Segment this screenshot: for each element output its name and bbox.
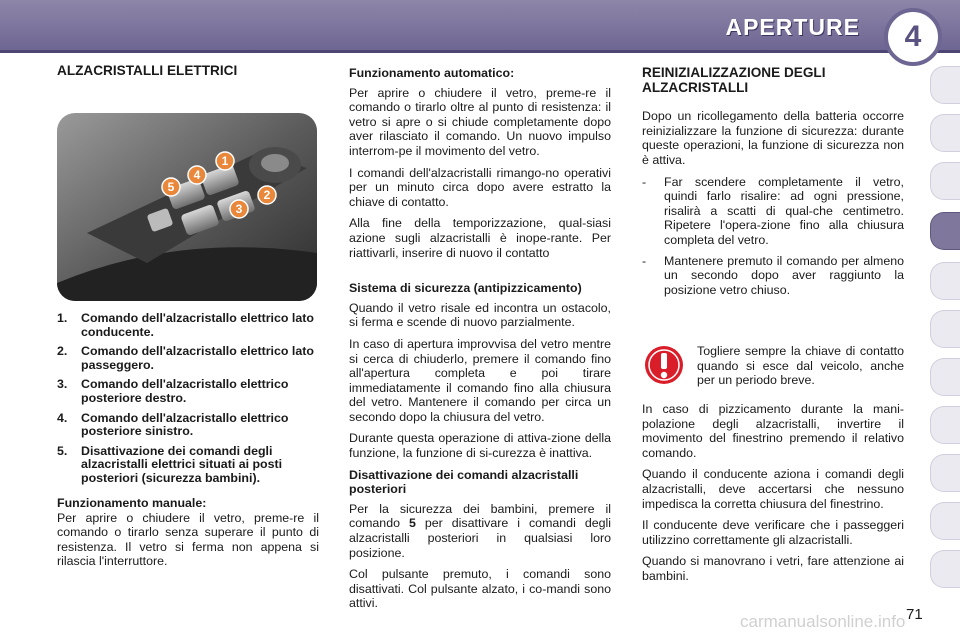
safety-paragraph-2: In caso di apertura improvvisa del vetro mentre si cerca di chiuderlo, premere il comando fino all'apertura completa e poi tirare immediatamente il comando fino alla chiusura del vetro. Mantenere il comando per circa un secondo dopo la chiusura del vetro. — [349, 336, 611, 424]
right-column — [642, 66, 904, 303]
callout-3: 3 — [235, 202, 243, 216]
list-item: 2. Comando dell'alzacristallo elettrico lato passeggero. — [57, 344, 314, 372]
warning-text: Togliere sempre la chiave di contatto quando si esce dal veicolo, anche per un periodo breve. — [697, 344, 904, 388]
chapter-tab[interactable] — [930, 66, 960, 104]
chapter-tab[interactable] — [930, 262, 960, 300]
right-notes — [642, 402, 904, 591]
controls-legend — [57, 312, 319, 492]
list-item: - Mantenere premuto il comando per almeno un secondo dopo aver raggiunto la posizione vetro chiuso. — [642, 253, 904, 297]
chapter-tab-active[interactable] — [930, 212, 960, 250]
chapter-tab[interactable] — [930, 454, 960, 492]
safety-paragraph-3: Durante questa operazione di attiva-zione della funzione, la funzione di si-curezza è inattiva. — [349, 431, 611, 461]
chapter-title: APERTURE — [725, 14, 860, 40]
reset-title: REINIZIALIZZAZIONE DEGLI ALZACRISTALLI — [642, 65, 826, 95]
left-column — [57, 64, 319, 79]
chapter-tabs — [926, 66, 960, 626]
header-rule — [0, 50, 960, 53]
callout-1: 1 — [221, 154, 229, 168]
list-item: 3. Comando dell'alzacristallo elettrico posteriore destro. — [57, 377, 289, 405]
list-item: - Far scendere completamente il vetro, quindi farlo risalire: ad ogni pressione, risalirà a scatti di qual-che centimetro. Ripetere l'opera-zione fino alla chiusura completa del vetro. — [642, 174, 904, 247]
warning-note — [697, 344, 904, 395]
callout-2: 2 — [263, 188, 271, 202]
door-switch-photo — [57, 113, 317, 301]
chapter-number-badge — [884, 8, 942, 66]
chapter-tab[interactable] — [930, 550, 960, 588]
chapter-number: 4 — [904, 20, 922, 53]
list-item: 5. Disattivazione dei comandi degli alzacristalli elettrici situati ai posti posteriori (sicurezza bambini). — [57, 443, 283, 485]
auto-paragraph-3: Alla fine della temporizzazione, qual-siasi azione sugli alzacristalli è inope-rante. Per riattivarli, inserire di nuovo il contatto — [349, 216, 611, 260]
safety-paragraph-1: Quando il vetro risale ed incontra un ostacolo, si ferma e scende di nuovo parzialmente. — [349, 300, 611, 330]
chapter-tab[interactable] — [930, 162, 960, 200]
chapter-tab[interactable] — [930, 114, 960, 152]
page-number: 71 — [906, 606, 923, 623]
warning-icon — [644, 345, 684, 385]
safety-heading: Sistema di sicurezza (antipizzicamento) — [349, 281, 582, 296]
controls-list — [57, 312, 319, 486]
door-panel-illustration — [57, 113, 317, 301]
note-paragraph-2: Quando il conducente aziona i comandi degli alzacristalli, deve accertarsi che nessuno impedisca la corretta chiusura del finestrino. — [642, 467, 904, 511]
manual-operation — [57, 496, 319, 576]
manual-text: Per aprire o chiudere il vetro, preme-re il comando o tirarlo senza superare il punto di resistenza. Il vetro si ferma non appena si rilascia l'interruttore. — [57, 510, 319, 569]
list-item: 1. Comando dell'alzacristallo elettrico lato conducente. — [57, 311, 314, 339]
reset-intro: Dopo un ricollegamento della batteria occorre reinizializzare la funzione di sicurezza: durante queste operazioni, la funzione di sicurezza non è attiva. — [642, 109, 904, 167]
note-paragraph-1: In caso di pizzicamento durante la mani-polazione degli alzacristalli, invertire il movimento del finestrino premendo il relativo comando. — [642, 402, 904, 460]
callout-4: 4 — [193, 168, 201, 182]
auto-paragraph-1: Per aprire o chiudere il vetro, preme-re il comando o tirarlo oltre al punto di resistenza: il vetro si apre o si chiude completamente dopo aver rilasciato il comando. Un nuovo impulso interrom-pe il movimento del vetro. — [349, 85, 611, 158]
chapter-tab[interactable] — [930, 502, 960, 540]
note-paragraph-3: Il conducente deve verificare che i passeggeri utilizzino correttamente gli alzacristalli. — [642, 518, 904, 547]
manual-heading: Funzionamento manuale: — [57, 496, 207, 510]
note-paragraph-4: Quando si manovrano i vetri, fare attenzione ai bambini. — [642, 554, 904, 583]
list-item: 4. Comando dell'alzacristallo elettrico posteriore sinistro. — [57, 410, 289, 439]
watermark: carmanualsonline.info — [740, 612, 906, 631]
middle-column — [349, 66, 611, 618]
chapter-tab[interactable] — [930, 406, 960, 444]
auto-paragraph-2: I comandi dell'alzacristalli rimango-no operativi per un minuto circa dopo avere estratto la chiave di contatto. — [349, 165, 611, 209]
section-title-power-windows: ALZACRISTALLI ELETTRICI — [57, 63, 238, 78]
deactivation-paragraph-2: Col pulsante premuto, i comandi sono disattivati. Col pulsante alzato, i co-mandi sono attivi. — [349, 567, 611, 611]
auto-heading: Funzionamento automatico: — [349, 66, 515, 80]
callout-5: 5 — [167, 180, 175, 194]
deactivation-paragraph-1: Per la sicurezza dei bambini, premere il comando 5 per disattivare i comandi degli alzacristalli posteriori in qualsiasi loro posizione. — [349, 501, 611, 560]
chapter-tab[interactable] — [930, 310, 960, 348]
deactivation-heading: Disattivazione dei comandi alzacristalli posteriori — [349, 467, 579, 497]
chapter-tab[interactable] — [930, 358, 960, 396]
